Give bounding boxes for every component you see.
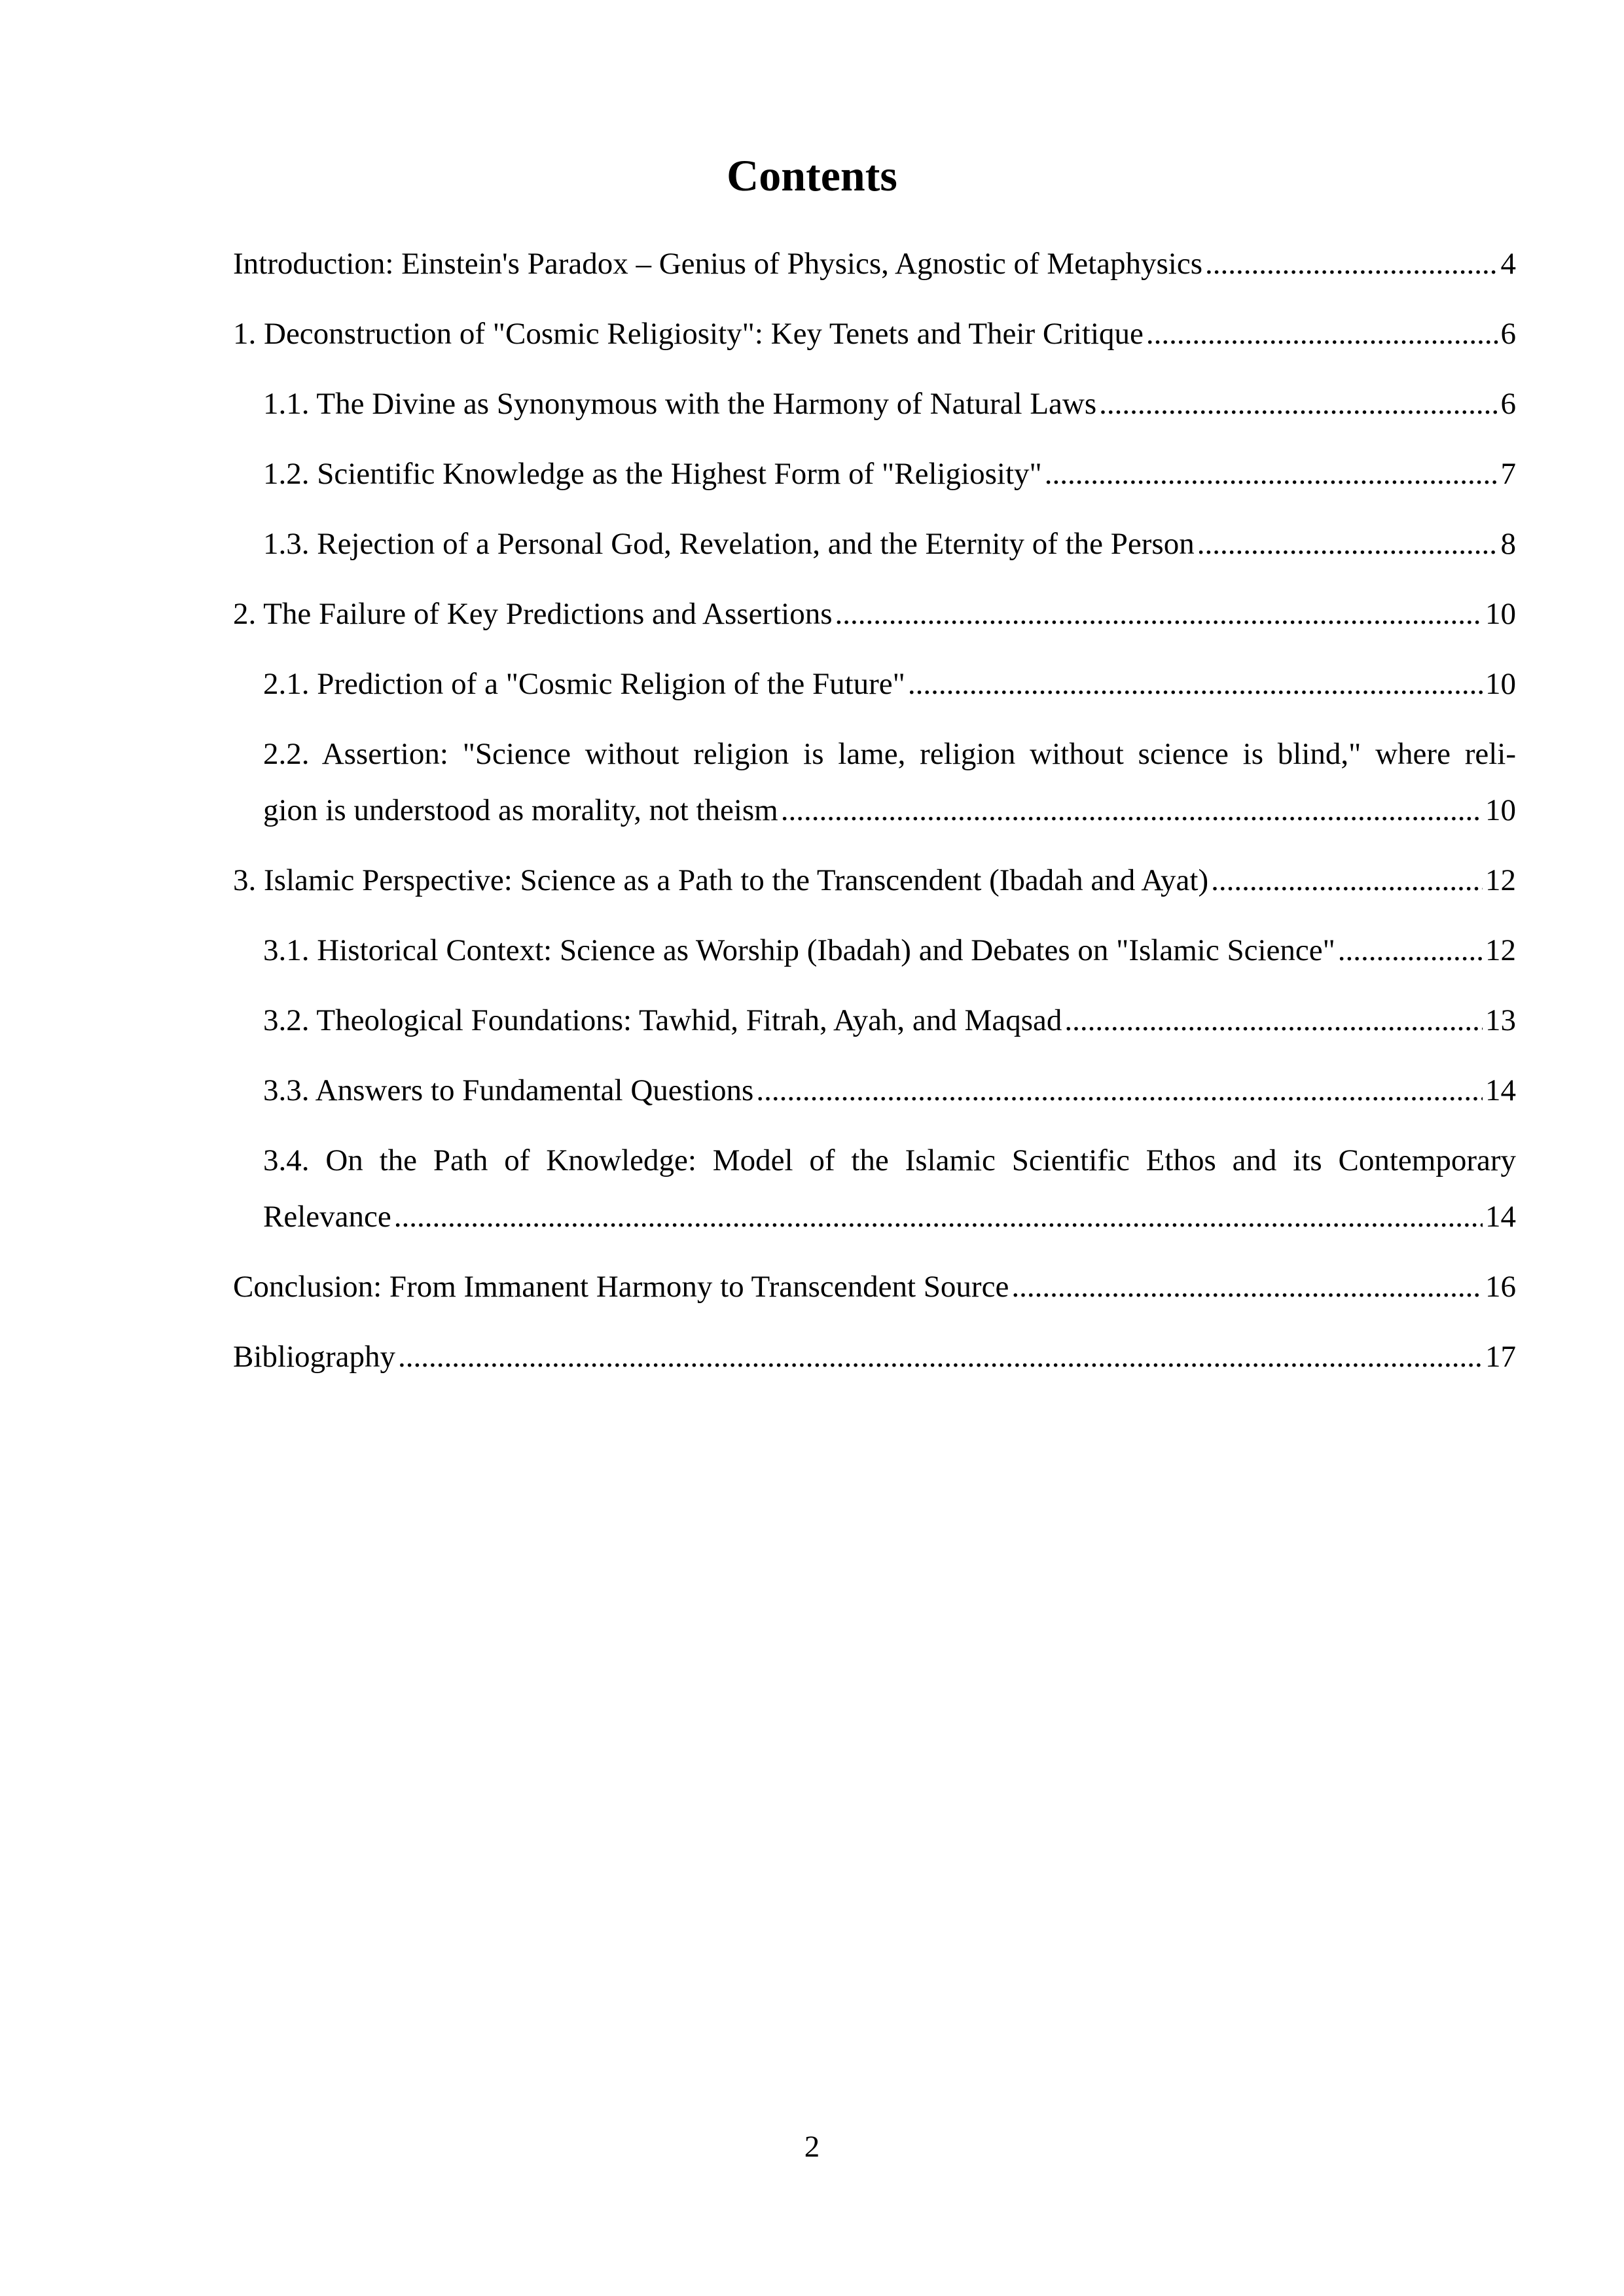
toc-entry-section-3[interactable] bbox=[233, 852, 1516, 908]
toc-entry-section-1-3[interactable] bbox=[233, 516, 1516, 572]
toc-entry-text: 1.2. Scientific Knowledge as the Highest Form of "Religiosity" bbox=[263, 457, 1042, 491]
toc-page-number: 16 bbox=[1485, 1270, 1516, 1304]
toc-entry-text: 1. Deconstruction of "Cosmic Religiosity": Key Tenets and Their Critique bbox=[233, 317, 1144, 351]
toc-dot-leader bbox=[1338, 922, 1483, 978]
toc-dot-leader bbox=[1064, 992, 1483, 1049]
toc-dot-leader bbox=[908, 656, 1483, 712]
toc-entry-text: 3.3. Answers to Fundamental Questions bbox=[263, 1073, 754, 1107]
toc-page-number: 14 bbox=[1485, 1200, 1516, 1234]
toc-entry-text: Bibliography bbox=[233, 1340, 396, 1374]
toc-entry-section-3-2[interactable] bbox=[233, 992, 1516, 1049]
toc-entry-text: gion is understood as morality, not theism bbox=[263, 793, 778, 827]
toc-entry-text: 1.1. The Divine as Synonymous with the Harmony of Natural Laws bbox=[263, 387, 1097, 421]
toc-entry-text-line1: 3.4. On the Path of Knowledge: Model of the Islamic Scientific Ethos and its Contemporary bbox=[263, 1143, 1516, 1177]
toc-entry-text: Introduction: Einstein's Paradox – Genius of Physics, Agnostic of Metaphysics bbox=[233, 247, 1202, 281]
toc-entry-bibliography[interactable] bbox=[233, 1329, 1516, 1385]
toc-entry-section-1-1[interactable] bbox=[233, 376, 1516, 432]
toc-page-number: 8 bbox=[1500, 527, 1516, 561]
toc-entry-section-3-1[interactable] bbox=[233, 922, 1516, 978]
toc-page-number: 12 bbox=[1485, 863, 1516, 897]
toc-page-number: 4 bbox=[1500, 247, 1516, 281]
toc-dot-leader bbox=[1211, 852, 1483, 908]
toc-page-number: 17 bbox=[1485, 1340, 1516, 1374]
toc-entry-text: 3.2. Theological Foundations: Tawhid, Fitrah, Ayah, and Maqsad bbox=[263, 1003, 1062, 1037]
toc-dot-leader bbox=[756, 1062, 1483, 1119]
toc-dot-leader bbox=[1011, 1259, 1483, 1315]
toc-entry-section-2-2[interactable] bbox=[233, 726, 1516, 838]
toc-entry-text: 2.1. Prediction of a "Cosmic Religion of the Future" bbox=[263, 667, 905, 701]
toc-page-number: 10 bbox=[1485, 597, 1516, 631]
toc-entry-section-1[interactable] bbox=[233, 306, 1516, 362]
toc-entry-section-3-3[interactable] bbox=[233, 1062, 1516, 1119]
toc-entry-text: 3. Islamic Perspective: Science as a Path to the Transcendent (Ibadah and Ayat) bbox=[233, 863, 1209, 897]
toc-dot-leader bbox=[398, 1329, 1483, 1385]
toc-dot-leader bbox=[781, 782, 1483, 838]
toc-entry-section-2[interactable] bbox=[233, 586, 1516, 642]
toc-entry-conclusion[interactable] bbox=[233, 1259, 1516, 1315]
page-number: 2 bbox=[804, 2130, 820, 2164]
toc-dot-leader bbox=[394, 1189, 1483, 1245]
toc-dot-leader bbox=[1197, 516, 1498, 572]
toc-entry-text: Relevance bbox=[263, 1200, 391, 1234]
toc-entry-section-1-2[interactable] bbox=[233, 446, 1516, 502]
toc-dot-leader bbox=[1146, 306, 1498, 362]
toc-page-number: 6 bbox=[1500, 317, 1516, 351]
toc-page-number: 14 bbox=[1485, 1073, 1516, 1107]
toc-dot-leader bbox=[1099, 376, 1498, 432]
toc-entry-text: 3.1. Historical Context: Science as Worship (Ibadah) and Debates on "Islamic Science" bbox=[263, 933, 1335, 967]
toc-page-number: 6 bbox=[1500, 387, 1516, 421]
toc-page-number: 10 bbox=[1485, 793, 1516, 827]
toc-page-number: 10 bbox=[1485, 667, 1516, 701]
toc-entry-text: 1.3. Rejection of a Personal God, Revelation, and the Eternity of the Person bbox=[263, 527, 1195, 561]
toc-page-number: 12 bbox=[1485, 933, 1516, 967]
toc-dot-leader bbox=[835, 586, 1483, 642]
table-of-contents bbox=[233, 236, 1516, 1399]
page-title: Contents bbox=[727, 151, 897, 200]
toc-entry-section-3-4[interactable] bbox=[233, 1132, 1516, 1245]
toc-dot-leader bbox=[1045, 446, 1498, 502]
toc-entry-introduction[interactable] bbox=[233, 236, 1516, 292]
toc-entry-text-line1: 2.2. Assertion: "Science without religion is lame, religion without science is blind," where reli- bbox=[263, 737, 1516, 771]
toc-entry-text: Conclusion: From Immanent Harmony to Transcendent Source bbox=[233, 1270, 1009, 1304]
toc-page-number: 7 bbox=[1500, 457, 1516, 491]
toc-entry-text: 2. The Failure of Key Predictions and Assertions bbox=[233, 597, 833, 631]
toc-entry-section-2-1[interactable] bbox=[233, 656, 1516, 712]
toc-page-number: 13 bbox=[1485, 1003, 1516, 1037]
toc-dot-leader bbox=[1205, 236, 1498, 292]
